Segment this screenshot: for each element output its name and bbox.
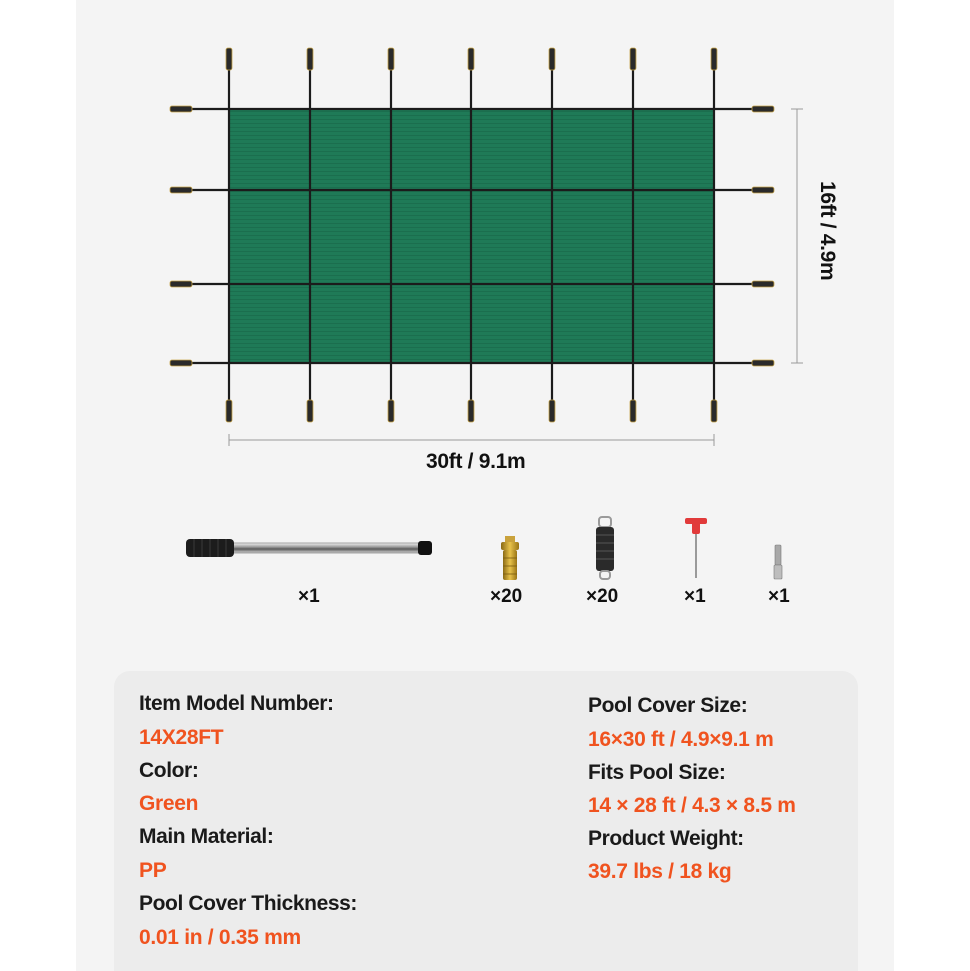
width-dimension-label: 30ft / 9.1m — [426, 450, 526, 473]
spec-value-thickness: 0.01 in / 0.35 mm — [139, 926, 301, 949]
drill-bit-quantity: ×1 — [768, 586, 790, 607]
spring-strap-quantity: ×20 — [586, 586, 619, 607]
spec-value-fits-pool: 14 × 28 ft / 4.3 × 8.5 m — [588, 794, 796, 817]
spec-value-color: Green — [139, 792, 199, 815]
spec-label-weight: Product Weight: — [588, 827, 744, 850]
spec-value-cover-size: 16×30 ft / 4.9×9.1 m — [588, 728, 774, 751]
spring-strap-image — [596, 517, 614, 579]
width-dimension-line — [229, 434, 714, 446]
spec-value-material: PP — [139, 859, 167, 882]
spec-label-cover-size: Pool Cover Size: — [588, 694, 748, 717]
installation-rod-image — [186, 539, 432, 557]
brass-anchor-image — [501, 536, 519, 580]
t-handle-tool-quantity: ×1 — [684, 586, 706, 607]
spec-label-model: Item Model Number: — [139, 692, 334, 715]
drill-bit-image — [774, 545, 782, 579]
spec-value-weight: 39.7 lbs / 18 kg — [588, 860, 732, 883]
spec-value-model: 14X28FT — [139, 726, 224, 749]
height-dimension-label: 16ft / 4.9m — [816, 181, 839, 281]
spec-label-thickness: Pool Cover Thickness: — [139, 892, 357, 915]
spec-label-fits-pool: Fits Pool Size: — [588, 761, 726, 784]
spec-label-material: Main Material: — [139, 825, 274, 848]
height-dimension-line — [791, 109, 803, 363]
spec-label-color: Color: — [139, 759, 199, 782]
installation-rod-quantity: ×1 — [298, 586, 320, 607]
t-handle-tool-image — [685, 518, 707, 578]
brass-anchor-quantity: ×20 — [490, 586, 523, 607]
